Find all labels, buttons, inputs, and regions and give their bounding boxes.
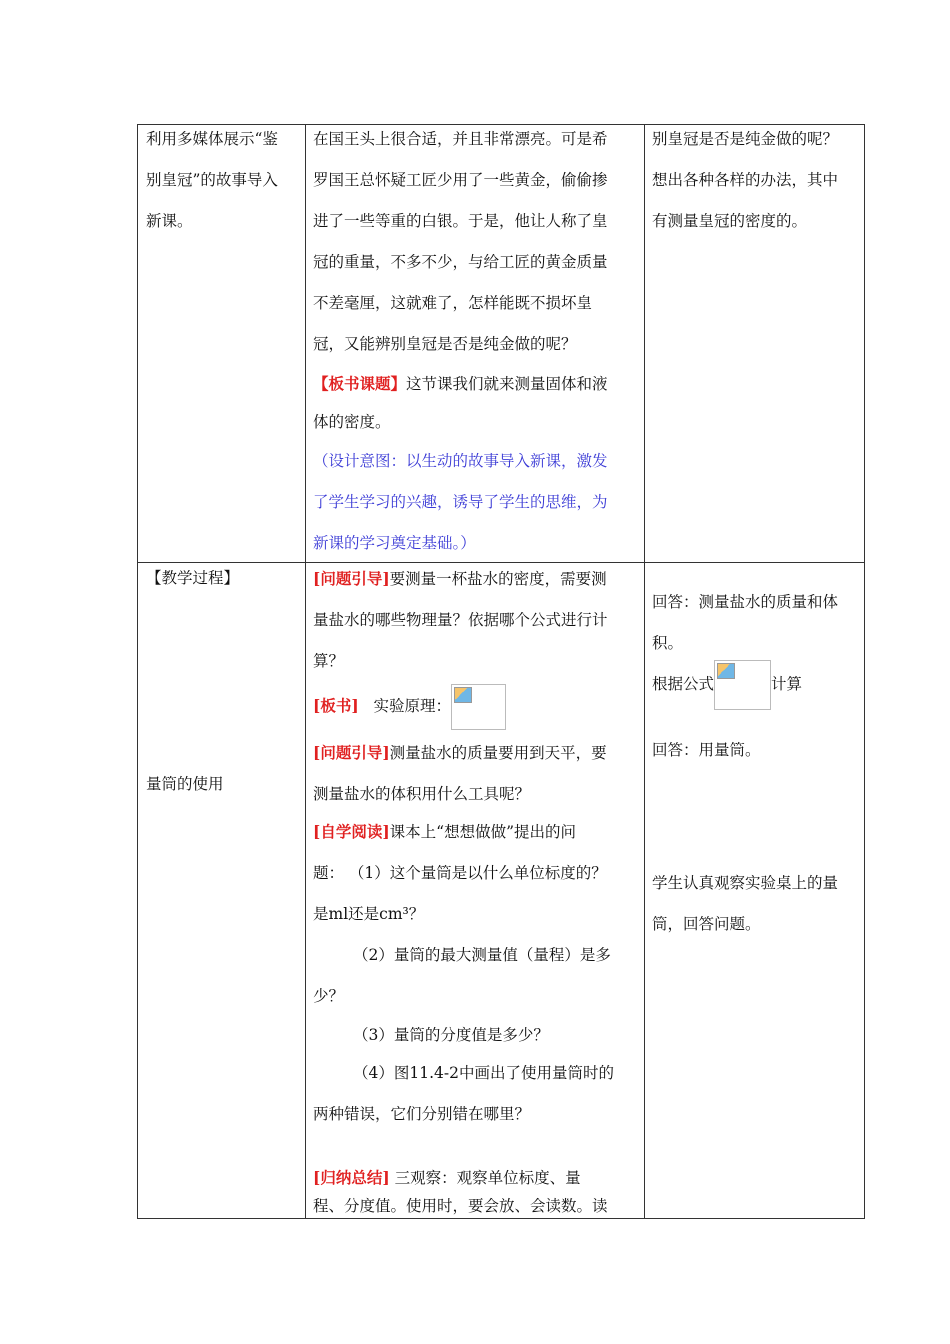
text-line: 程、分度值。使用时，要会放、会读数。读 [313,1197,608,1215]
row1-teacher-cell [305,119,644,564]
broken-image-icon [454,687,472,703]
text-line: 筒，回答问题。 [652,915,761,933]
question-line [313,558,636,600]
text-line: 测量盐水的体积用什么工具呢？ [313,785,531,803]
question-label: [问题引导] [313,743,390,762]
text-line: 有测量皇冠的密度的。 [652,212,808,230]
text-line: 算？ [313,652,345,670]
text-line: 回答：用量筒。 [652,741,761,759]
row2-student-cell [644,562,866,945]
row1-student-cell [644,119,866,242]
text-line: 题： （1）这个量筒是以什么单位标度的？ [313,864,607,882]
formula-image [714,660,771,710]
text-line: （3）量筒的分度值是多少？ [353,1026,549,1044]
text-line: 别皇冠”的故事导入 [146,171,278,189]
reading-text: 课本上“想想做做”提出的问 [389,823,577,841]
row1-activity-cell [138,119,305,242]
summary-line [313,1164,636,1192]
text-line: 量盐水的哪些物理量？依据哪个公式进行计 [313,611,608,629]
text-line: （4）图11.4-2中画出了使用量筒时的 [353,1064,614,1082]
banshu-label: [板书] [313,696,359,715]
text-line: 学生认真观察实验桌上的量 [652,874,839,892]
lesson-plan-table [137,124,865,1219]
row2-activity-cell [138,562,305,805]
reading-label: [自学阅读] [313,822,390,841]
text-line: （2）量筒的最大测量值（量程）是多 [353,946,611,964]
formula-suffix: 计算 [771,675,803,693]
question-label: [问题引导] [313,569,390,588]
text-line: 新课。 [146,212,193,230]
question-text: 要测量一杯盐水的密度，需要测 [389,570,607,588]
text-line: 是ml还是cm³？ [313,905,425,923]
text-line: 罗国王总怀疑工匠少用了一些黄金，偷偷掺 [313,171,608,189]
question-text: 测量盐水的质量要用到天平，要 [389,744,607,762]
text-line: 少？ [313,987,345,1005]
banshu-line [313,365,636,403]
summary-label: [归纳总结] [313,1168,390,1187]
text-line: 冠的重量，不多不少，与给工匠的黄金质量 [313,253,608,271]
banshu-text: 实验原理： [373,697,451,715]
text-line: 积。 [652,634,684,652]
formula-image [451,684,506,730]
text-line: 新课的学习奠定基础。） [313,534,476,552]
section-heading: 【教学过程】 [146,569,240,587]
text-line: 不差毫厘，这就难了，怎样能既不损坏皇 [313,294,593,312]
text-line: 利用多媒体展示“鉴 [146,130,278,148]
question-line [313,732,636,774]
text-line: 进了一些等重的白银。于是，他让人称了皇 [313,212,608,230]
reading-line [313,811,636,853]
text-line: 两种错误，它们分别错在哪里？ [313,1105,531,1123]
formula-line [652,658,858,710]
formula-prefix: 根据公式 [652,675,715,693]
text-line: （设计意图：以生动的故事导入新课，激发 [313,452,608,470]
topic-label: 量筒的使用 [146,775,224,793]
row2-teacher-cell [305,562,644,1220]
text-line: 体的密度。 [313,413,391,431]
text-line: 在国王头上很合适，并且非常漂亮。可是希 [313,130,608,148]
broken-image-icon [717,663,735,679]
text-line: 别皇冠是否是纯金做的呢？ [652,130,839,148]
banshu-label: 【板书课题】 [313,374,407,393]
design-intent [313,441,636,564]
text-line: 回答：测量盐水的质量和体 [652,593,839,611]
text-line: 冠，又能辨别皇冠是否是纯金做的呢？ [313,335,577,353]
text-line: 想出各种各样的办法，其中 [652,171,839,189]
banshu-line [313,680,636,732]
banshu-text: 这节课我们就来测量固体和液 [406,375,608,393]
summary-text: 三观察：观察单位标度、量 [389,1169,581,1187]
text-line: 了学生学习的兴趣，诱导了学生的思维，为 [313,493,608,511]
